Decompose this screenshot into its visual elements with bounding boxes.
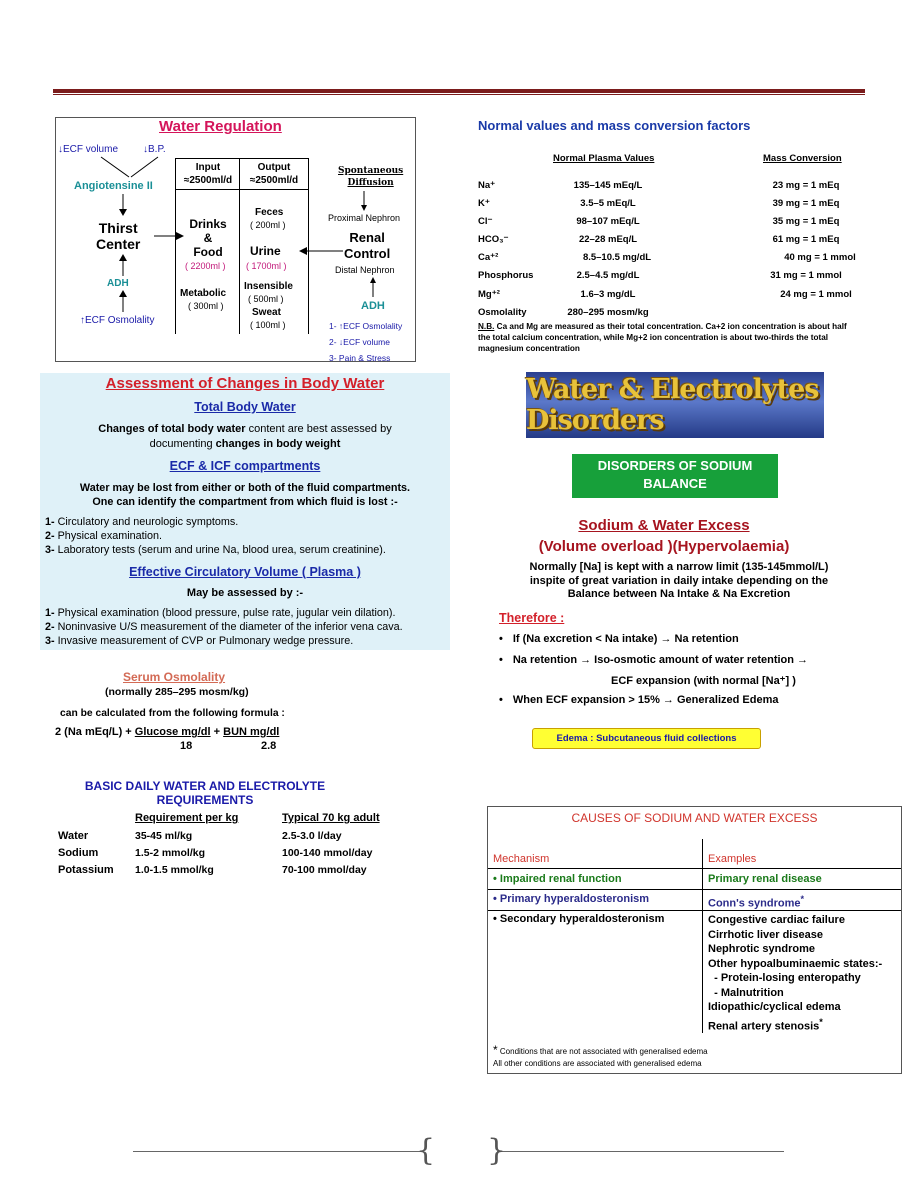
- example-item: Cirrhotic liver disease: [708, 928, 823, 941]
- assessment-title: Assessment of Changes in Body Water: [105, 375, 385, 392]
- example-item: Nephrotic syndrome: [708, 943, 815, 955]
- mass-value: 31 mg = 1 mmol: [770, 270, 842, 282]
- bullet-2-cont: ECF expansion (with normal [Na⁺] ): [611, 675, 796, 687]
- bp-label: ↓B.P.: [143, 144, 166, 155]
- assessment-panel: [40, 373, 450, 650]
- serum-osmolality-title: Serum Osmolality: [123, 670, 226, 684]
- arrow-left-icon: [299, 246, 345, 256]
- bullet-3: • When ECF expansion > 15% → Generalized Edema: [499, 694, 779, 706]
- mass-value: 23 mg = 1 mEq: [772, 180, 840, 191]
- urine-amount: ( 1700ml ): [246, 261, 287, 271]
- footnote-text: Conditions that are not associated with generalised edema: [497, 1047, 708, 1056]
- header-rule: [53, 89, 865, 93]
- list-number: 3-: [45, 544, 55, 556]
- adh-right-label: ADH: [361, 300, 385, 312]
- right-brace-icon: }: [487, 1133, 507, 1168]
- tbw-text: [40, 422, 450, 452]
- list-item: Circulatory and neurologic symptoms.: [54, 516, 239, 528]
- list-item: Laboratory tests (serum and urine Na, blood urea, serum creatinine).: [54, 544, 386, 556]
- formula-denominator: 2.8: [261, 740, 277, 752]
- arrow-up-icon: [118, 254, 128, 276]
- row1-mechanism: • Impaired renal function: [493, 873, 622, 885]
- footer-rule-right: [497, 1151, 784, 1152]
- example-item: Congestive cardiac failure: [708, 914, 845, 926]
- requirement-header: Requirement per kg: [135, 812, 239, 824]
- mass-value: 24 mg = 1 mmol: [780, 288, 852, 300]
- requirement-value: 1.5-2 mmol/kg: [135, 847, 206, 859]
- renal-label: Renal: [349, 230, 385, 245]
- plasma-value: 135–145 mEq/L: [573, 180, 643, 191]
- row2-example-text: Conn's syndrome: [708, 897, 801, 910]
- requirement-value: 35-45 ml/kg: [135, 830, 193, 842]
- typical-value: 100-140 mmol/day: [282, 847, 373, 859]
- insensible-label: Insensible: [244, 281, 293, 292]
- sweat-label: Sweat: [252, 307, 281, 318]
- list-item: Noninvasive U/S measurement of the diameter of the inferior vena cava.: [54, 621, 403, 633]
- ampersand-label: &: [203, 231, 213, 245]
- tbw-text-bold: changes in body weight: [215, 438, 341, 450]
- adh-left-label: ADH: [107, 278, 129, 289]
- row3-examples: [708, 913, 882, 1034]
- serum-osmolality-section: [50, 668, 320, 754]
- asterisk: *: [800, 894, 805, 904]
- example-item: Other hypoalbuminaemic states:-: [708, 957, 883, 970]
- normal-values-title: Normal values and mass conversion factors: [478, 118, 751, 133]
- spontaneous-label: Spontaneous: [338, 166, 404, 176]
- requirement-values: [135, 828, 214, 879]
- sodium-water-excess-section: [494, 516, 856, 754]
- electrolyte-name: Water: [58, 830, 89, 842]
- bullet-1: • If (Na excretion < Na intake) → Na retention: [499, 633, 739, 645]
- row2-mechanism: • Primary hyperaldosteronism: [493, 893, 650, 905]
- footnote-2: All other conditions are associated with generalised edema: [493, 1059, 702, 1068]
- example-item: - Malnutrition: [708, 986, 784, 999]
- list-item: Physical examination (blood pressure, pulse rate, jugular vein dilation).: [54, 607, 396, 619]
- disorders-sodium-line: DISORDERS OF SODIUM: [597, 458, 753, 473]
- formula-part: BUN mg/dl: [223, 726, 280, 738]
- arrow-down-icon: [359, 191, 369, 213]
- analyte-name: Mg⁺²: [478, 288, 500, 300]
- input-header: [178, 161, 238, 187]
- ecf-list: [45, 515, 386, 557]
- ecf-osmolality-label: ↑ECF Osmolality: [80, 315, 155, 326]
- causes-title: CAUSES OF SODIUM AND WATER EXCESS: [571, 811, 818, 825]
- tbw-text-plain: content are best assessed by: [245, 423, 392, 435]
- typical-value: 70-100 mmol/day: [282, 864, 367, 876]
- adh-cause-3: 3- Pain & Stress: [329, 353, 391, 363]
- nb-note: [478, 321, 847, 354]
- row1-example: Primary renal disease: [708, 873, 822, 885]
- electrolyte-names: [58, 828, 114, 879]
- examples-header: Examples: [708, 853, 757, 865]
- causes-table: [487, 806, 902, 1074]
- nb-text-line: Ca and Mg are measured as their total concentration. Ca+2 ion concentration is about half: [494, 322, 847, 331]
- list-number: 3-: [45, 635, 55, 647]
- list-item: Physical examination.: [54, 530, 163, 542]
- analyte-name: Phosphorus: [478, 270, 534, 282]
- ecf-volume-label: ↓ECF volume: [58, 144, 119, 155]
- plasma-values: [553, 177, 663, 322]
- food-label: Food: [193, 245, 223, 259]
- left-brace-icon: {: [416, 1133, 436, 1168]
- analyte-names: [478, 177, 533, 322]
- normal-plasma-header: Normal Plasma Values: [553, 153, 655, 164]
- feces-amount: ( 200ml ): [250, 220, 286, 230]
- analyte-name: Na⁺: [478, 180, 496, 191]
- row2-example: [708, 894, 804, 910]
- water-regulation-title: Water Regulation: [159, 118, 282, 135]
- therefore-label: Therefore :: [499, 611, 565, 625]
- sodium-excess-title: Sodium & Water Excess: [578, 517, 750, 534]
- converging-arrows-icon: [96, 155, 171, 179]
- electrolyte-name: Sodium: [58, 847, 99, 859]
- drinks-label: Drinks: [189, 217, 227, 231]
- para-line: Balance between Na Intake & Na Excretion: [567, 588, 791, 600]
- diffusion-label: Diffusion: [347, 178, 394, 188]
- nb-text-line: magnesium concentration: [478, 344, 580, 353]
- sodium-excess-subtitle: (Volume overload )(Hypervolaemia): [538, 538, 790, 555]
- row-divider: [488, 910, 901, 911]
- mass-value: 40 mg = 1 mmol: [784, 252, 856, 264]
- plasma-value: 2.5–4.5 mg/dL: [576, 270, 640, 282]
- mass-value: 61 mg = 1 mEq: [772, 234, 840, 246]
- sodium-excess-para: [494, 561, 864, 602]
- plasma-value: 1.6–3 mg/dL: [580, 288, 636, 300]
- bullet-text: If (Na excretion < Na intake) → Na retention: [512, 633, 739, 645]
- ecf-intro: [40, 481, 450, 509]
- output-label: Output: [257, 162, 291, 173]
- analyte-name: Cl⁻: [478, 216, 493, 228]
- header-rule-thin: [53, 94, 865, 95]
- analyte-name: K⁺: [478, 198, 490, 210]
- control-label: Control: [344, 246, 391, 261]
- ecv-list: [45, 606, 403, 648]
- formula-intro: can be calculated from the following formula :: [60, 708, 285, 719]
- disorders-sodium-box: [572, 454, 778, 498]
- list-number: 2-: [45, 530, 55, 542]
- row3-mechanism: • Secondary hyperaldosteronism: [493, 913, 665, 925]
- urine-label: Urine: [250, 244, 281, 258]
- tbw-text-plain: documenting: [149, 438, 216, 450]
- asterisk: *: [819, 1016, 823, 1027]
- input-label: Input: [195, 162, 221, 173]
- asterisk: *: [493, 1043, 498, 1057]
- output-amount: ≈2500ml/d: [249, 175, 299, 186]
- arrow-down-icon: [118, 194, 128, 216]
- row-divider: [488, 889, 901, 890]
- plasma-value: 280–295 mosm/kg: [567, 306, 649, 318]
- formula-denominator: 18: [180, 740, 193, 752]
- mechanism-header: Mechanism: [493, 853, 550, 865]
- ecv-sub: May be assessed by :-: [186, 587, 304, 599]
- center-label: Center: [96, 236, 141, 252]
- basic-daily-title-line: REQUIREMENTS: [156, 793, 254, 807]
- ecf-intro-line: One can identify the compartment from which fluid is lost :-: [92, 496, 398, 508]
- sweat-amount: ( 100ml ): [250, 320, 286, 330]
- mass-values: [756, 177, 856, 304]
- formula-part: 2 (Na mEq/L) +: [55, 726, 135, 738]
- example-item: Idiopathic/cyclical edema: [708, 1001, 841, 1013]
- analyte-name: HCO₃⁻: [478, 234, 509, 246]
- spontaneous-diffusion: [338, 165, 403, 189]
- metabolic-amount: ( 300ml ): [188, 301, 224, 311]
- input-amount: ≈2500ml/d: [183, 175, 233, 186]
- formula-part: Glucose mg/dl: [134, 726, 211, 738]
- adh-causes-list: [329, 318, 402, 366]
- basic-daily-title: [80, 779, 330, 807]
- basic-daily-section: [55, 778, 455, 878]
- formula-part: +: [210, 726, 224, 738]
- bullet-text: Na retention → Iso-osmotic amount of water retention →: [512, 654, 809, 666]
- bullet-2: • Na retention → Iso-osmotic amount of water retention →: [499, 654, 809, 666]
- list-number: 1-: [45, 607, 55, 619]
- bullet-text: When ECF expansion > 15% → Generalized Edema: [512, 694, 779, 706]
- nb-label: N.B.: [478, 322, 495, 331]
- nb-text-line: the total calcium concentration, while Mg+2 ion concentration is about two-thirds the total: [478, 333, 829, 342]
- renal-control: [344, 230, 390, 262]
- list-number: 1-: [45, 516, 55, 528]
- plasma-value: 3.5–5 mEq/L: [580, 198, 636, 210]
- list-number: 2-: [45, 621, 55, 633]
- thirst-center: [96, 220, 140, 252]
- output-header: [242, 161, 306, 187]
- water-electrolytes-banner: Water & Electrolytes Disorders: [526, 372, 824, 438]
- footer-rule-left: [133, 1151, 420, 1152]
- ecf-intro-line: Water may be lost from either or both of the fluid compartments.: [79, 482, 411, 494]
- feces-label: Feces: [255, 207, 284, 218]
- tbw-text-bold: Changes of total body water: [98, 423, 246, 435]
- typical-value: 2.5-3.0 l/day: [282, 830, 342, 842]
- analyte-name: Osmolality: [478, 306, 527, 318]
- plasma-value: 22–28 mEq/L: [578, 234, 638, 246]
- edema-note: Edema : Subcutaneous fluid collections: [532, 728, 761, 749]
- proximal-nephron-label: Proximal Nephron: [328, 213, 401, 223]
- basic-daily-title-line: BASIC DAILY WATER AND ELECTROLYTE: [84, 779, 326, 793]
- water-regulation-panel: [55, 117, 416, 362]
- footnote-1: [493, 1043, 708, 1057]
- electrolyte-name: Potassium: [58, 864, 114, 876]
- plasma-value: 98–107 mEq/L: [576, 216, 640, 228]
- example-item: - Protein-losing enteropathy: [708, 972, 861, 984]
- tbw-heading: Total Body Water: [194, 400, 296, 414]
- disorders-sodium-line: BALANCE: [643, 476, 707, 491]
- arrow-up-icon: [368, 277, 378, 297]
- normal-values-section: [478, 117, 878, 357]
- mass-value: 39 mg = 1 mEq: [772, 198, 840, 210]
- plasma-value: 8.5–10.5 mg/dL: [582, 252, 652, 264]
- analyte-name: Ca⁺²: [478, 252, 499, 264]
- adh-cause-1: 1- ↑ECF Osmolality: [329, 321, 403, 331]
- drinks-food: [178, 217, 238, 259]
- insensible-amount: ( 500ml ): [248, 294, 284, 304]
- para-line: Normally [Na] is kept with a narrow limit (135-145mmol/L): [529, 561, 829, 573]
- thirst-label: Thirst: [98, 220, 138, 236]
- angiotensine-label: Angiotensine II: [74, 180, 153, 192]
- metabolic-label: Metabolic: [180, 288, 227, 299]
- typical-values: [282, 828, 372, 879]
- example-item: Renal artery stenosis: [708, 1020, 820, 1033]
- ecv-heading: Effective Circulatory Volume ( Plasma ): [129, 565, 361, 579]
- adh-cause-2: 2- ↓ECF volume: [329, 337, 390, 347]
- ecf-heading: ECF & ICF compartments: [169, 459, 321, 473]
- mass-conversion-header: Mass Conversion: [763, 153, 842, 164]
- requirement-value: 1.0-1.5 mmol/kg: [135, 864, 214, 876]
- row-divider: [488, 868, 901, 869]
- serum-osmolality-normal: (normally 285–295 mosm/kg): [105, 686, 249, 698]
- distal-nephron-label: Distal Nephron: [335, 265, 395, 275]
- arrow-up-icon: [118, 290, 128, 312]
- formula: [55, 726, 279, 738]
- typical-header: Typical 70 kg adult: [282, 812, 380, 824]
- list-item: Invasive measurement of CVP or Pulmonary wedge pressure.: [54, 635, 354, 647]
- para-line: inspite of great variation in daily intake depending on the: [529, 574, 829, 587]
- mass-value: 35 mg = 1 mEq: [772, 216, 840, 228]
- drinks-amount: ( 2200ml ): [185, 261, 226, 271]
